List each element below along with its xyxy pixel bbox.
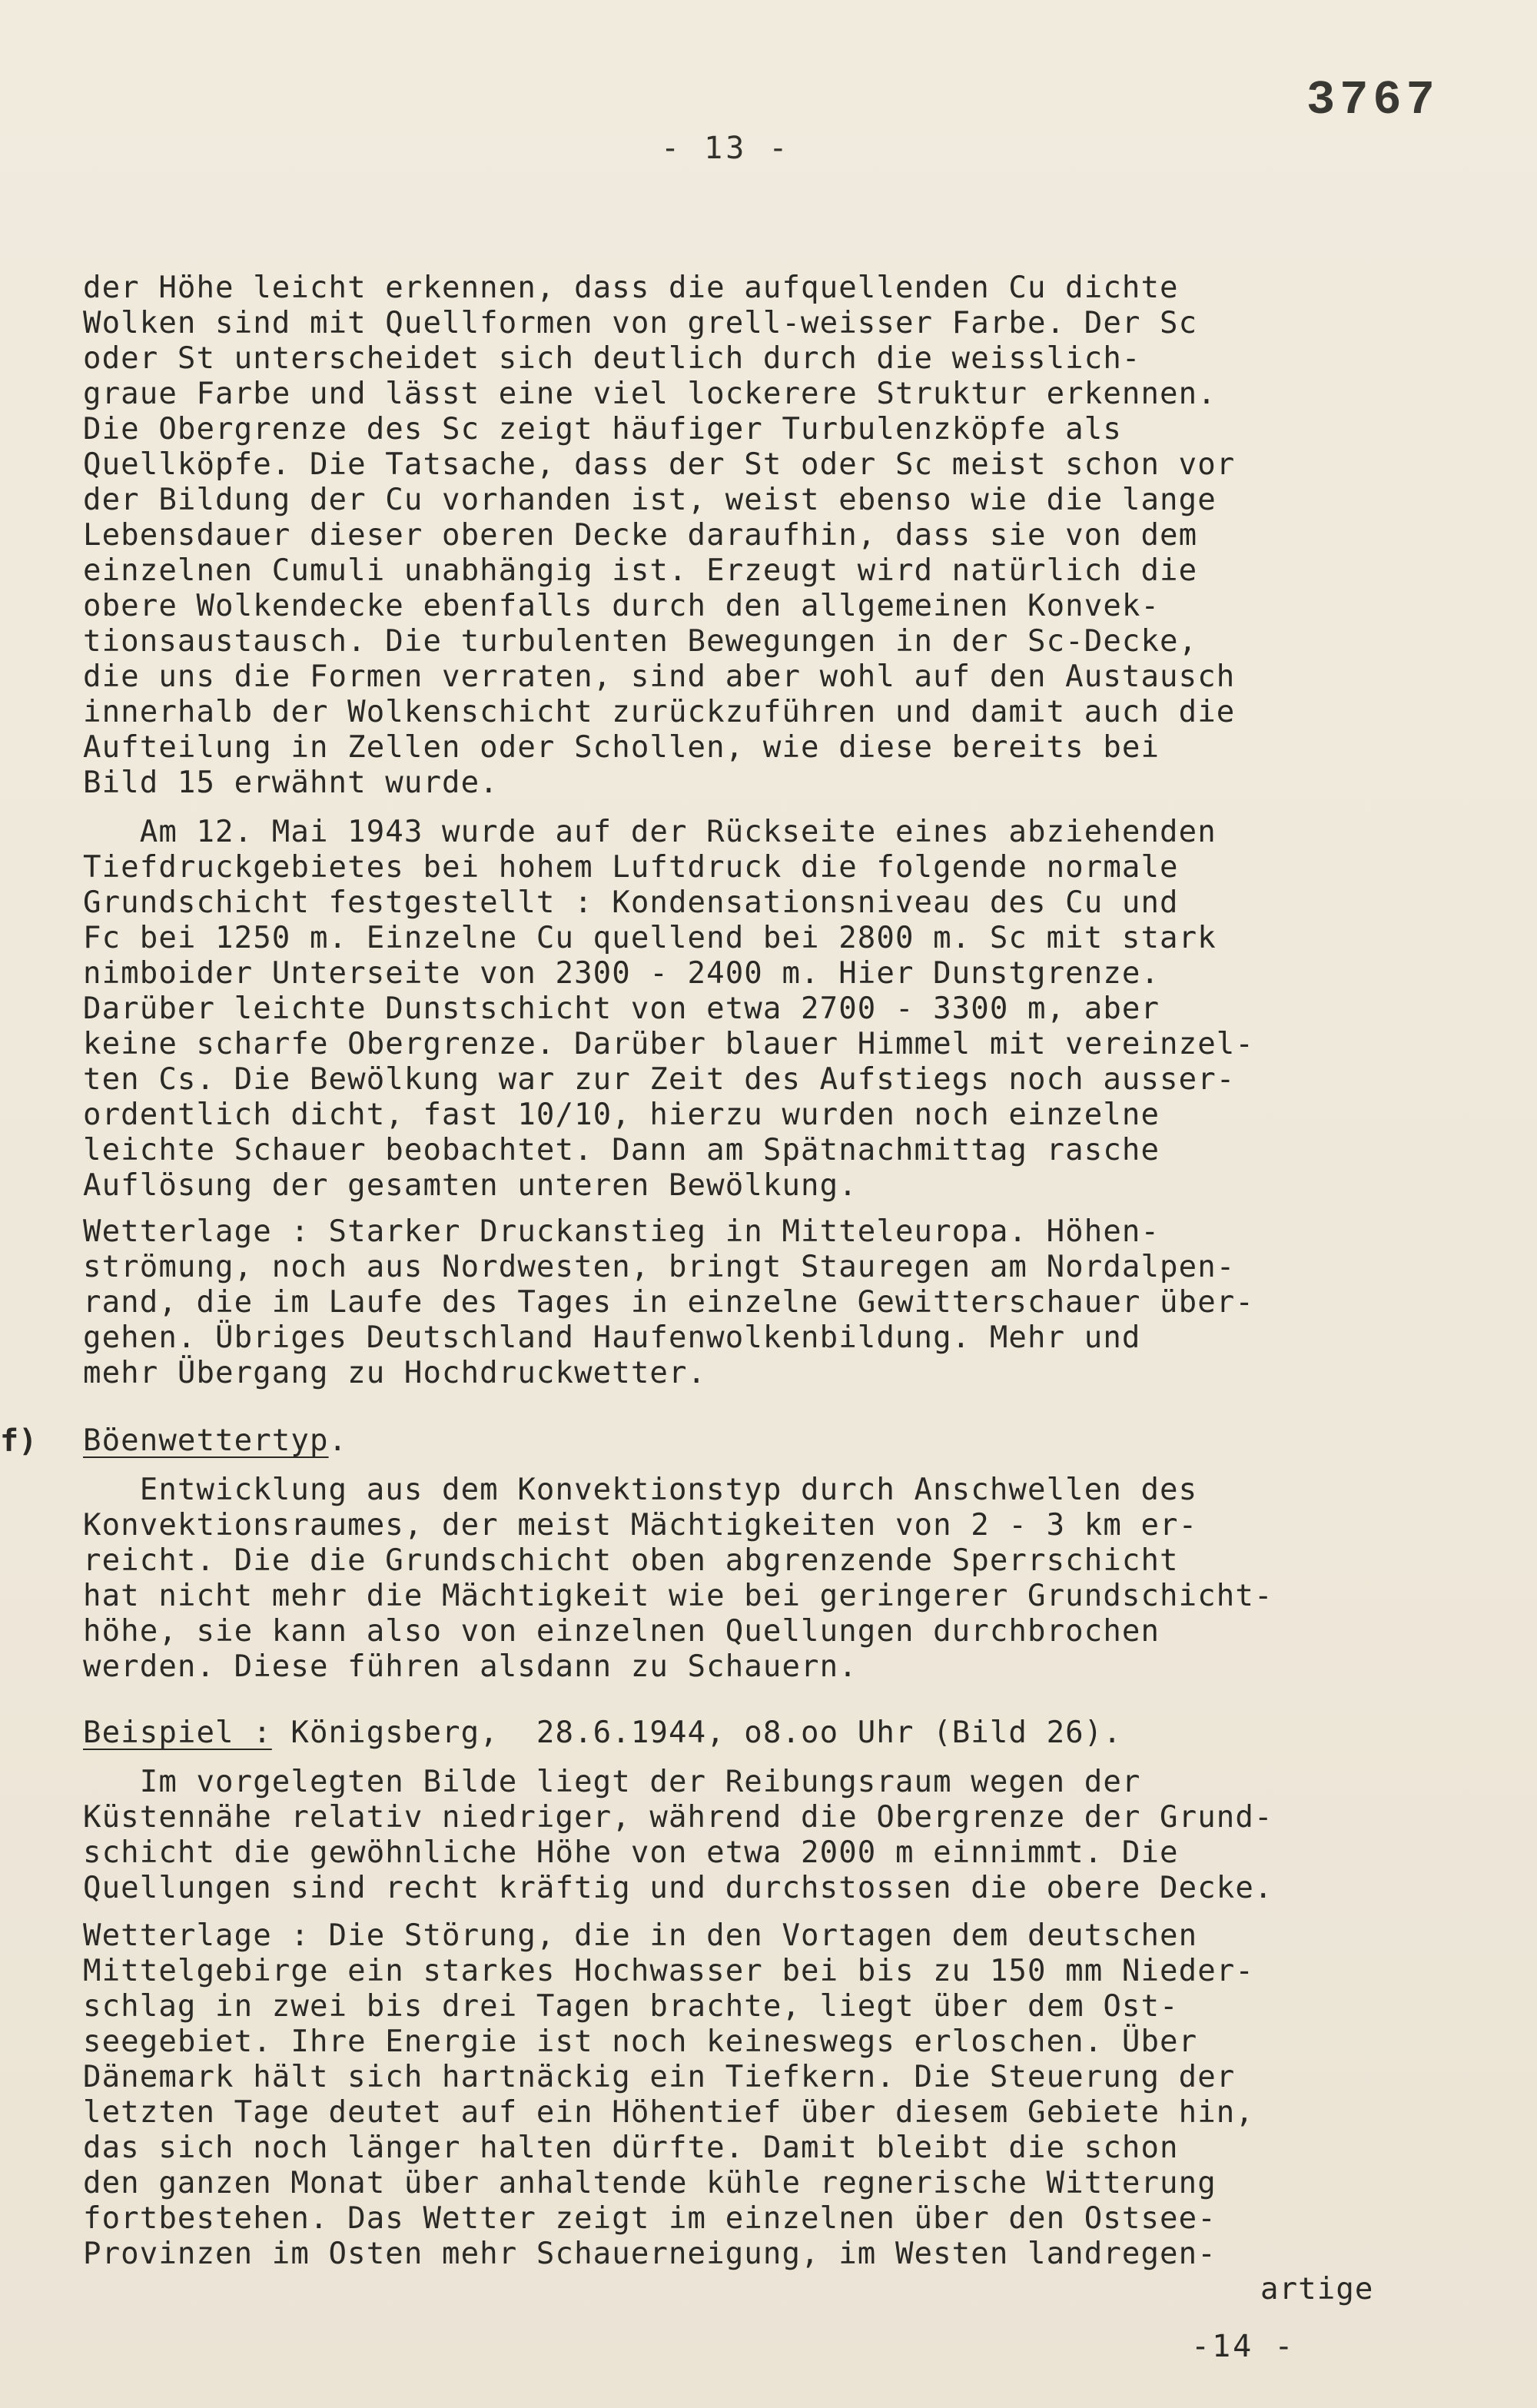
- text-line: Am 12. Mai 1943 wurde auf der Rückseite eines abziehenden: [83, 815, 1217, 849]
- catchword: artige: [1260, 2272, 1374, 2307]
- text-line: nimboider Unterseite von 2300 - 2400 m. Hier Dunstgrenze.: [83, 956, 1160, 991]
- section-marker: f): [0, 1423, 38, 1459]
- text-line: Bild 15 erwähnt wurde.: [83, 766, 499, 800]
- text-line: Aufteilung in Zellen oder Schollen, wie diese bereits bei: [83, 730, 1160, 765]
- section-heading-suffix: .: [328, 1423, 348, 1458]
- text-line: schicht die gewöhnliche Höhe von etwa 2000 m einnimmt. Die: [83, 1835, 1179, 1870]
- text-line: Mittelgebirge ein starkes Hochwasser bei bis zu 150 mm Nieder-: [83, 1954, 1254, 1988]
- text-line: obere Wolkendecke ebenfalls durch den allgemeinen Konvek-: [83, 589, 1160, 623]
- next-page-number: -14 -: [1191, 2329, 1296, 2364]
- text-line: Im vorgelegten Bilde liegt der Reibungsraum wegen der: [83, 1765, 1141, 1799]
- text-line: seegebiet. Ihre Energie ist noch keineswegs erloschen. Über: [83, 2024, 1198, 2059]
- text-line: der Bildung der Cu vorhanden ist, weist ebenso wie die lange: [83, 483, 1217, 517]
- text-line: Tiefdruckgebietes bei hohem Luftdruck die folgende normale: [83, 850, 1179, 885]
- text-line: Wetterlage : Starker Druckanstieg in Mitteleuropa. Höhen-: [83, 1214, 1160, 1249]
- text-line: den ganzen Monat über anhaltende kühle regnerische Witterung: [83, 2166, 1217, 2200]
- text-line: tionsaustausch. Die turbulenten Bewegungen in der Sc-Decke,: [83, 624, 1198, 659]
- text-line: keine scharfe Obergrenze. Darüber blauer Himmel mit vereinzel-: [83, 1027, 1254, 1061]
- example-text: Königsberg, 28.6.1944, o8.oo Uhr (Bild 26).: [271, 1715, 1122, 1750]
- text-line: leichte Schauer beobachtet. Dann am Spätnachmittag rasche: [83, 1133, 1160, 1167]
- text-line: ten Cs. Die Bewölkung war zur Zeit des Aufstiegs noch ausser-: [83, 1062, 1236, 1097]
- text-line: Quellköpfe. Die Tatsache, dass der St oder Sc meist schon vor: [83, 447, 1236, 482]
- text-line: Die Obergrenze des Sc zeigt häufiger Turbulenzköpfe als: [83, 412, 1122, 447]
- text-line: werden. Diese führen alsdann zu Schauern.: [83, 1649, 858, 1684]
- text-line: Wolken sind mit Quellformen von grell-weisser Farbe. Der Sc: [83, 306, 1198, 340]
- text-line: Dänemark hält sich hartnäckig ein Tiefkern. Die Steuerung der: [83, 2060, 1236, 2094]
- text-line: fortbestehen. Das Wetter zeigt im einzelnen über den Ostsee-: [83, 2201, 1217, 2236]
- page-number: - 13 -: [661, 131, 791, 166]
- text-line: oder St unterscheidet sich deutlich durch die weisslich-: [83, 341, 1141, 376]
- text-line: innerhalb der Wolkenschicht zurückzuführen und damit auch die: [83, 695, 1236, 729]
- text-line: hat nicht mehr die Mächtigkeit wie bei geringerer Grundschicht-: [83, 1579, 1273, 1613]
- example-line: [83, 1715, 1122, 1751]
- text-line: Konvektionsraumes, der meist Mächtigkeiten von 2 - 3 km er-: [83, 1508, 1198, 1543]
- text-line: rand, die im Laufe des Tages in einzelne Gewitterschauer über-: [83, 1285, 1254, 1320]
- text-line: Entwicklung aus dem Konvektionstyp durch Anschwellen des: [83, 1473, 1198, 1507]
- text-line: der Höhe leicht erkennen, dass die aufquellenden Cu dichte: [83, 271, 1179, 305]
- text-line: Auflösung der gesamten unteren Bewölkung.: [83, 1168, 858, 1203]
- text-line: reicht. Die die Grundschicht oben abgrenzende Sperrschicht: [83, 1543, 1179, 1578]
- example-label: Beispiel :: [83, 1715, 272, 1750]
- section-heading: [83, 1423, 347, 1459]
- text-line: die uns die Formen verraten, sind aber wohl auf den Austausch: [83, 659, 1236, 694]
- text-line: höhe, sie kann also von einzelnen Quellungen durchbrochen: [83, 1614, 1160, 1649]
- text-line: einzelnen Cumuli unabhängig ist. Erzeugt wird natürlich die: [83, 553, 1198, 588]
- text-line: ordentlich dicht, fast 10/10, hierzu wurden noch einzelne: [83, 1098, 1160, 1132]
- text-line: Quellungen sind recht kräftig und durchstossen die obere Decke.: [83, 1871, 1273, 1905]
- text-line: Küstennähe relativ niedriger, während die Obergrenze der Grund-: [83, 1800, 1273, 1835]
- text-line: Grundschicht festgestellt : Kondensationsniveau des Cu und: [83, 885, 1179, 920]
- text-line: das sich noch länger halten dürfte. Damit bleibt die schon: [83, 2131, 1179, 2165]
- text-line: gehen. Übriges Deutschland Haufenwolkenbildung. Mehr und: [83, 1320, 1141, 1355]
- text-line: Wetterlage : Die Störung, die in den Vortagen dem deutschen: [83, 1918, 1198, 1953]
- text-line: mehr Übergang zu Hochdruckwetter.: [83, 1356, 707, 1390]
- text-line: schlag in zwei bis drei Tagen brachte, liegt über dem Ost-: [83, 1989, 1179, 2024]
- text-line: Darüber leichte Dunstschicht von etwa 2700 - 3300 m, aber: [83, 991, 1160, 1026]
- text-line: Provinzen im Osten mehr Schauerneigung, im Westen landregen-: [83, 2237, 1217, 2271]
- text-line: Fc bei 1250 m. Einzelne Cu quellend bei 2800 m. Sc mit stark: [83, 921, 1217, 955]
- document-number: 3767: [1306, 73, 1439, 128]
- text-line: Lebensdauer dieser oberen Decke daraufhin, dass sie von dem: [83, 518, 1198, 553]
- text-line: graue Farbe und lässt eine viel lockerere Struktur erkennen.: [83, 377, 1217, 411]
- section-heading-text: Böenwettertyp: [83, 1423, 329, 1458]
- text-line: letzten Tage deutet auf ein Höhentief über diesem Gebiete hin,: [83, 2095, 1254, 2130]
- text-line: strömung, noch aus Nordwesten, bringt Stauregen am Nordalpen-: [83, 1250, 1236, 1284]
